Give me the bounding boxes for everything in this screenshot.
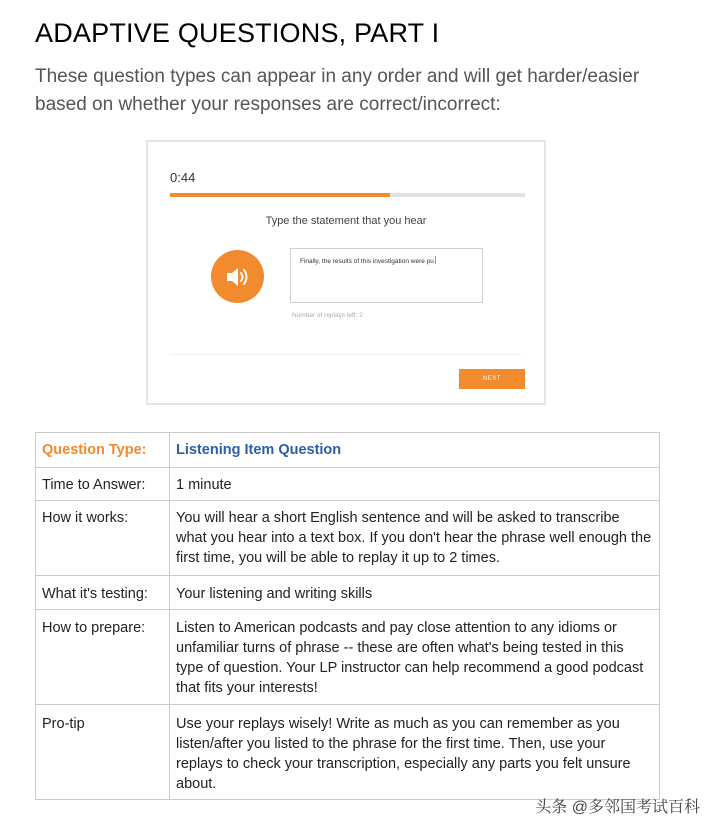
divider: [170, 354, 522, 355]
text-caret: [435, 256, 436, 264]
question-prompt: Type the statement that you hear: [265, 215, 427, 227]
page-title: ADAPTIVE QUESTIONS, PART I: [35, 18, 440, 48]
table-row: [36, 576, 660, 610]
table-row: [36, 610, 660, 705]
answer-textbox[interactable]: [290, 248, 483, 303]
table-row: [36, 468, 660, 501]
row-label: Pro-tip: [36, 705, 170, 800]
progress-fill: [170, 193, 390, 197]
question-info-table: [35, 432, 660, 800]
page-subtitle: These question types can appear in any order and will get harder/easier based on whether your responses are correct/incorrect:: [35, 66, 640, 115]
answer-text: Finally, the results of this investigation were pu: [300, 258, 434, 265]
progress-bar: [170, 193, 525, 197]
row-value: Use your replays wisely! Write as much as you can remember as you listen/after you listed to the phrase for the first time. Then, use your replays to check your transcription, especially any parts you felt unsure about.: [170, 705, 660, 800]
row-value: Listening Item Question: [170, 433, 660, 468]
timer: 0:44: [170, 170, 196, 185]
question-screenshot: [146, 140, 546, 405]
row-label: How to prepare:: [36, 610, 170, 705]
row-label: What it's testing:: [36, 576, 170, 610]
row-value: Your listening and writing skills: [170, 576, 660, 610]
speaker-icon: [224, 265, 252, 289]
row-value: You will hear a short English sentence and will be asked to transcribe what you hear into a text box. If you don't hear the phrase well enough the first time, you will be able to replay it up to 2 times.: [170, 501, 660, 576]
row-label: Time to Answer:: [36, 468, 170, 501]
next-button[interactable]: NEXT: [459, 369, 525, 389]
watermark: 头条 @多邻国考试百科: [535, 799, 700, 816]
row-value: 1 minute: [170, 468, 660, 501]
play-audio-button[interactable]: [211, 250, 264, 303]
table-row: [36, 705, 660, 800]
row-value: Listen to American podcasts and pay close attention to any idioms or unfamiliar turns of phrase -- these are often what's being tested in this type of question. Your LP instructor can help recommend a good podcast that fits your interests!: [170, 610, 660, 705]
table-row: [36, 501, 660, 576]
table-row: [36, 433, 660, 468]
row-label: Question Type:: [36, 433, 170, 468]
replays-left: Number of replays left: 2: [292, 312, 363, 319]
row-label: How it works:: [36, 501, 170, 576]
